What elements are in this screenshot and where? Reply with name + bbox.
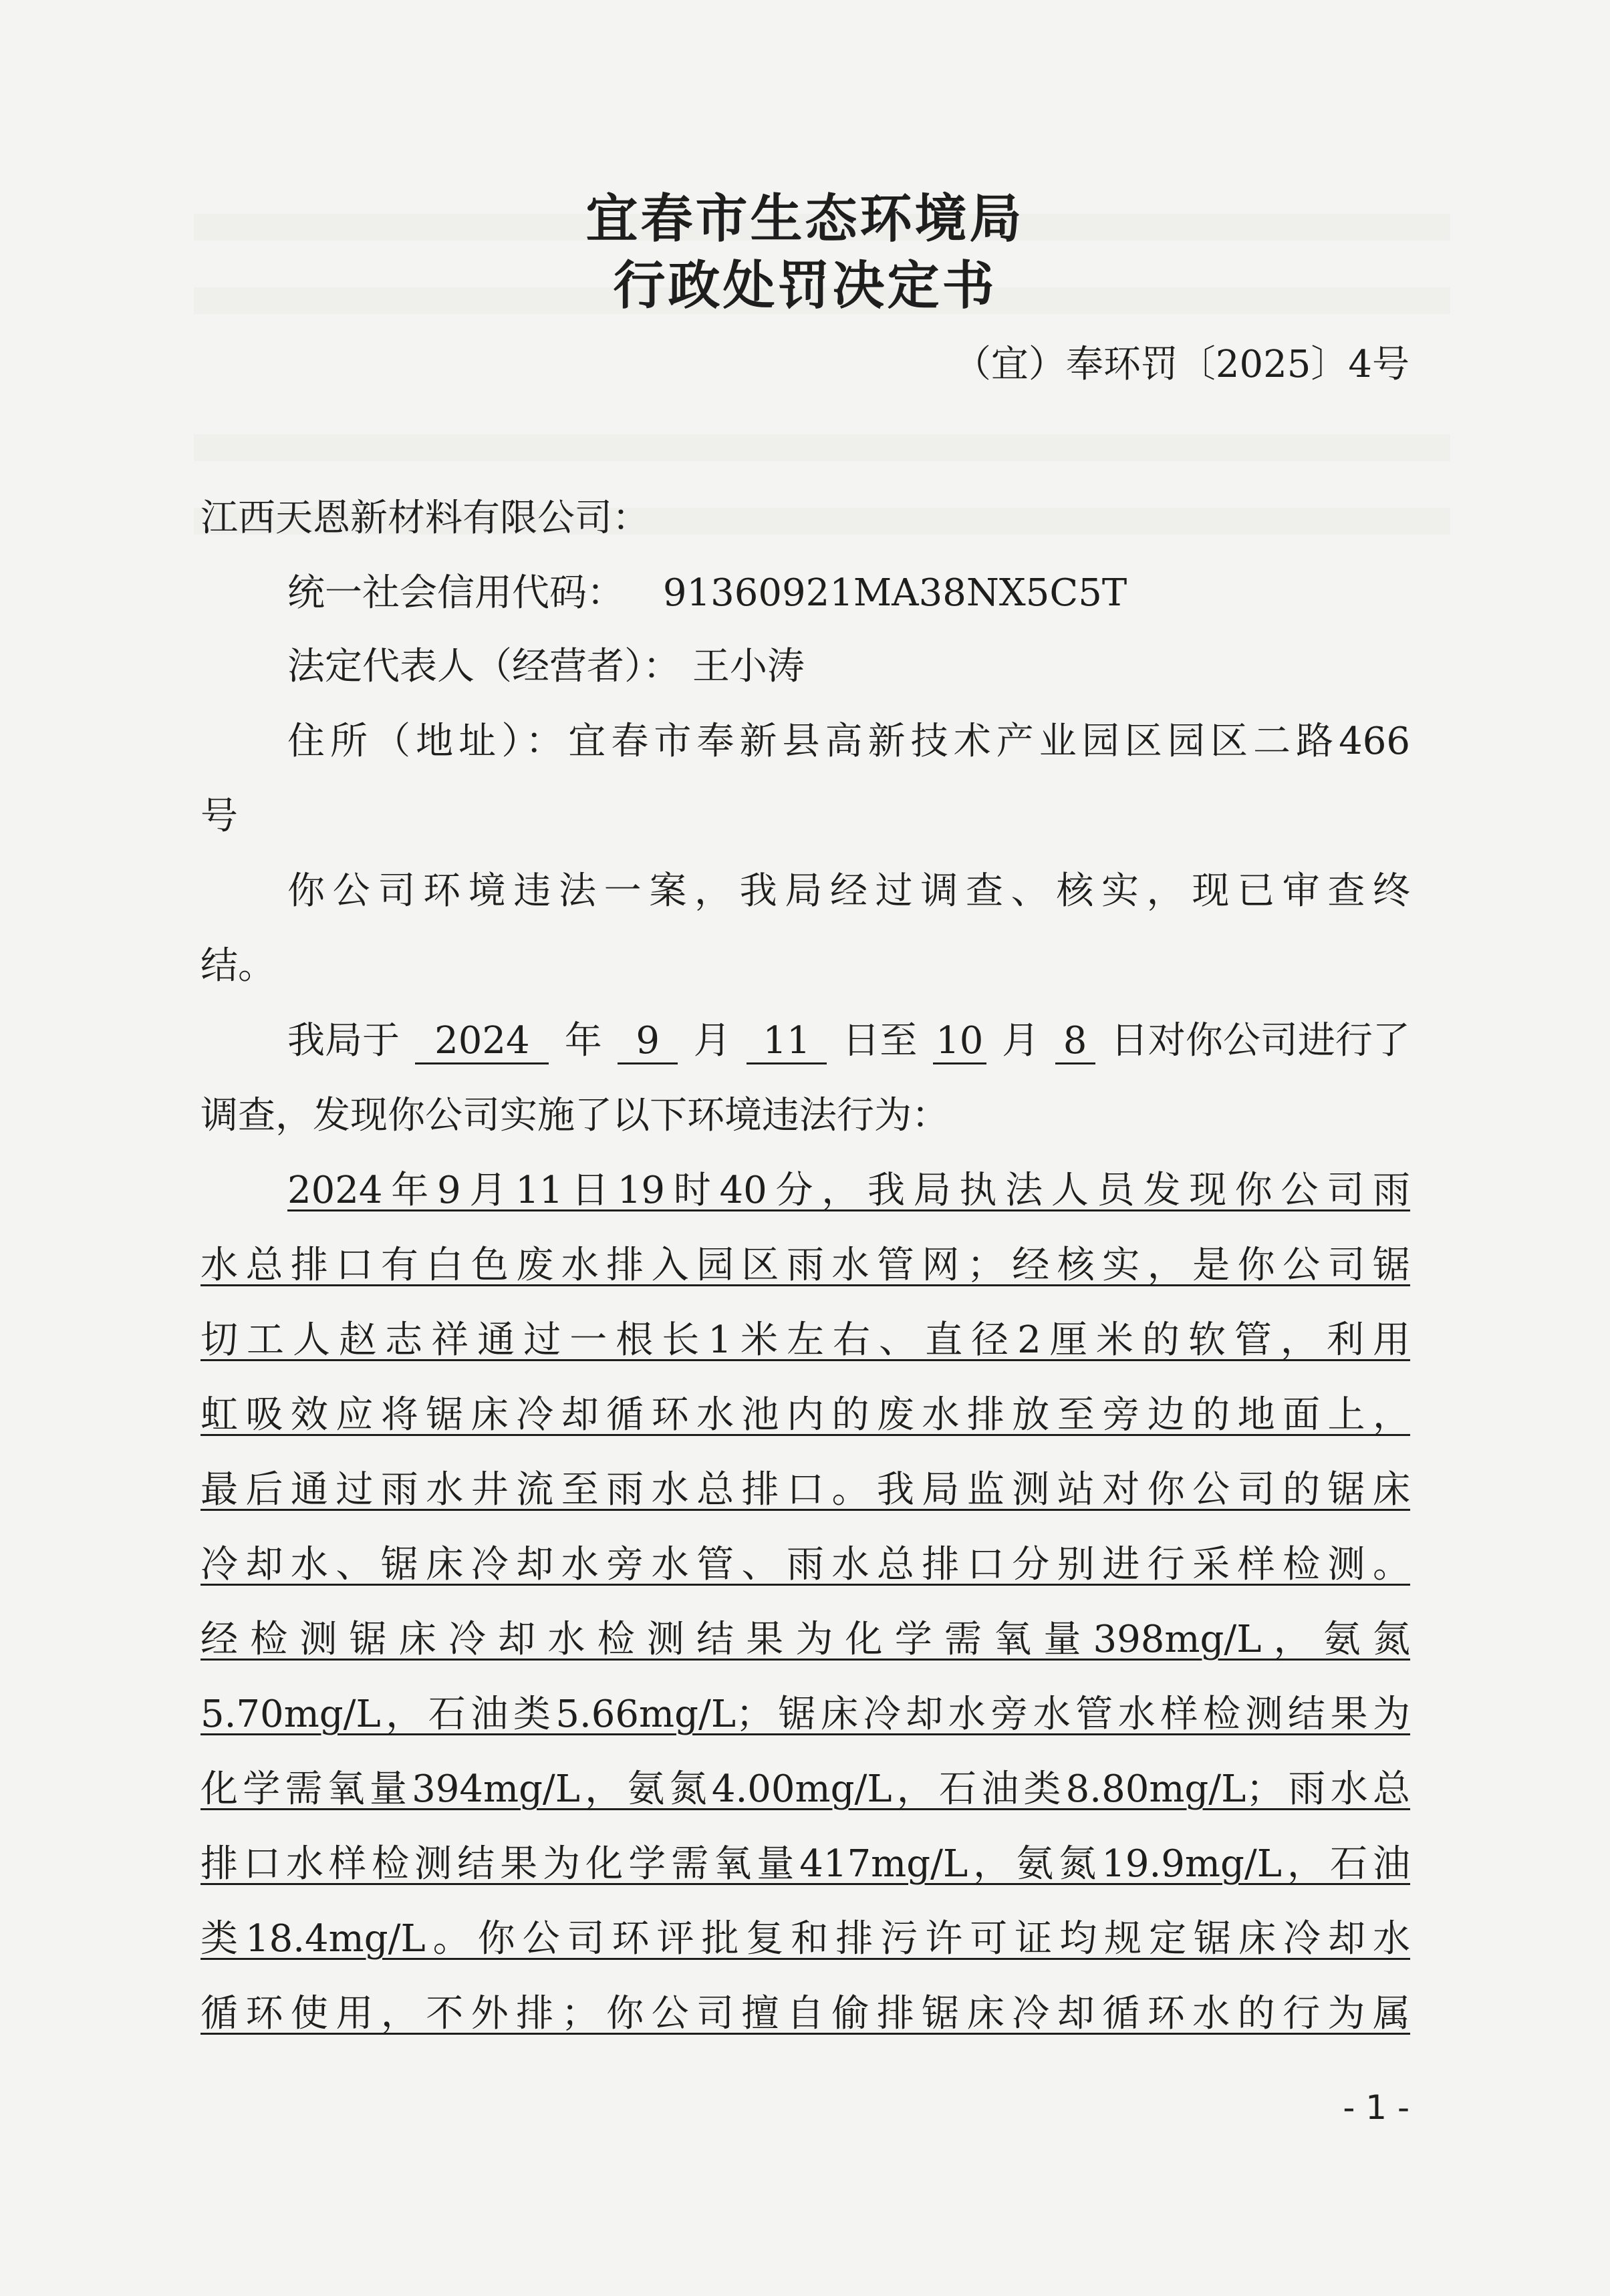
facts-line-1: 2024年9月11日19时40分，我局执法人员发现你公司雨: [287, 1169, 1410, 1212]
investigation-year-suffix: 年: [564, 1019, 602, 1062]
investigation-day-end: 8: [1055, 1020, 1095, 1064]
legal-rep-label: 法定代表人（经营者）：: [287, 645, 680, 688]
facts-line-6: 冷却水、锯床冷却水旁水管、雨水总排口分别进行采样检测。: [200, 1543, 1410, 1586]
document-number: （宜）奉环罚〔2025〕4号: [953, 343, 1410, 386]
credit-code-label: 统一社会信用代码：: [287, 571, 624, 615]
facts-line-3: 切工人赵志祥通过一根长1米左右、直径2厘米的软管，利用: [200, 1318, 1410, 1362]
investigation-year: 2024: [415, 1020, 549, 1064]
address-line2: 号: [200, 795, 238, 838]
facts-line-10: 排口水样检测结果为化学需氧量417mg/L，氨氮19.9mg/L，石油: [200, 1842, 1410, 1886]
investigation-month-end: 10: [933, 1020, 986, 1064]
facts-line-9: 化学需氧量394mg/L，氨氮4.00mg/L，石油类8.80mg/L；雨水总: [200, 1767, 1410, 1811]
facts-line-8: 5.70mg/L，石油类5.66mg/L；锯床冷却水旁水管水样检测结果为: [200, 1693, 1410, 1736]
facts-line-11: 类18.4mg/L。你公司环评批复和排污许可证均规定锯床冷却水: [200, 1917, 1410, 1961]
legal-rep-value: 王小涛: [692, 645, 805, 688]
facts-line-7: 经检测锯床冷却水检测结果为化学需氧量398mg/L，氨氮: [200, 1618, 1410, 1661]
investigation-month-suffix: 月: [693, 1019, 731, 1062]
investigation-date-line: [287, 1017, 1410, 1065]
facts-line-5: 最后通过雨水井流至雨水总排口。我局监测站对你公司的锯床: [200, 1468, 1410, 1512]
credit-code-row: [287, 569, 1127, 617]
investigation-line2: 调查，发现你公司实施了以下环境违法行为：: [200, 1094, 949, 1137]
intro-line1: 你公司环境违法一案，我局经过调查、核实，现已审查终: [287, 869, 1410, 913]
investigation-day-start: 11: [747, 1020, 827, 1064]
investigation-tail: 日对你公司进行了: [1110, 1019, 1410, 1062]
investigation-prefix: 我局于: [287, 1019, 400, 1062]
intro-line2: 结。: [200, 944, 275, 988]
credit-code-value: 91360921MA38NX5C5T: [662, 571, 1127, 615]
facts-line-12: 循环使用，不外排；你公司擅自偷排锯床冷却循环水的行为属: [200, 1992, 1410, 2035]
recipient-name: 江西天恩新材料有限公司：: [200, 496, 650, 540]
investigation-day-suffix: 日至: [842, 1019, 918, 1062]
page-number: - 1 -: [1343, 2088, 1410, 2127]
facts-line-4: 虹吸效应将锯床冷却循环水池内的废水排放至旁边的地面上，: [200, 1393, 1410, 1437]
facts-line-2: 水总排口有白色废水排入园区雨水管网；经核实，是你公司锯: [200, 1244, 1410, 1287]
bleed-through-texture: [194, 434, 1450, 461]
investigation-month-end-suffix: 月: [1002, 1019, 1040, 1062]
document-title-line1: 宜春市生态环境局: [585, 188, 1025, 249]
legal-rep-row: [287, 643, 805, 691]
address-line1: 住所（地址）：宜春市奉新县高新技术产业园区园区二路466: [287, 720, 1410, 763]
document-title-line2: 行政处罚决定书: [613, 255, 997, 316]
investigation-month-start: 9: [618, 1020, 678, 1064]
